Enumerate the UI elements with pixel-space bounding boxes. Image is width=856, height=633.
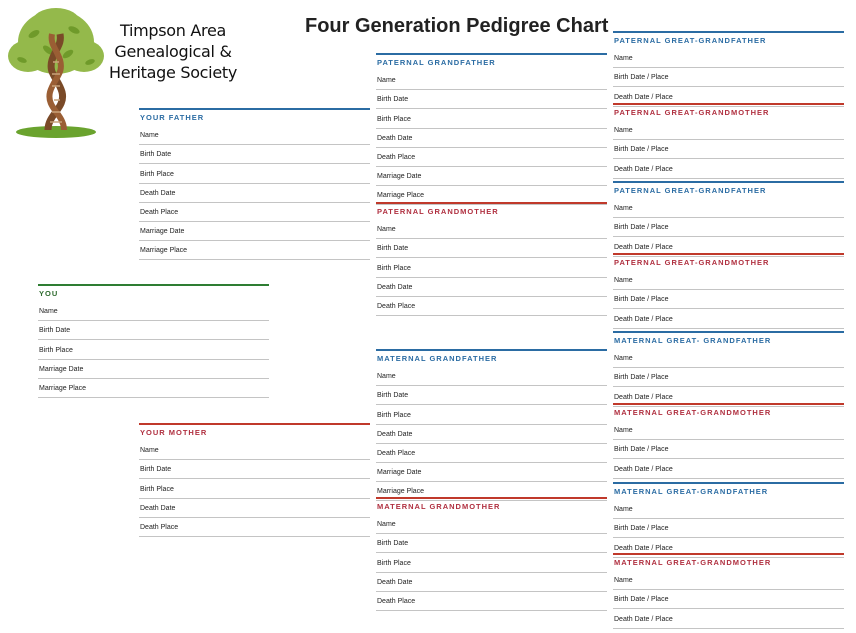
field-label: Birth Date (377, 540, 409, 548)
field-label: Death Date / Place (614, 465, 673, 473)
block-ggf-2 (613, 181, 844, 257)
field-label: Death Place (377, 597, 416, 605)
field-row-death-date[interactable] (376, 129, 607, 148)
field-label: Death Place (377, 449, 416, 457)
field-row-birth-date[interactable] (139, 460, 370, 479)
field-label: Birth Place (377, 115, 411, 123)
field-row-name[interactable] (139, 126, 370, 145)
field-label: Birth Date (377, 96, 409, 104)
block-title: MATERNAL GREAT- GRANDFATHER (613, 331, 844, 349)
field-row-birth-date[interactable] (139, 145, 370, 164)
field-label: Birth Place (140, 170, 174, 178)
block-title: PATERNAL GREAT-GRANDFATHER (613, 181, 844, 199)
field-label: Name (614, 577, 633, 585)
block-title: YOUR MOTHER (139, 423, 370, 441)
field-label: Marriage Place (140, 247, 188, 255)
field-row-death-date-place[interactable] (613, 609, 844, 628)
field-label: Birth Date / Place (614, 146, 669, 154)
field-row-marriage-date[interactable] (139, 222, 370, 241)
block-title: MATERNAL GRANDMOTHER (376, 497, 607, 515)
field-label: Name (377, 521, 396, 529)
society-name-line: Genealogical & (114, 42, 232, 61)
field-label: Death Date / Place (614, 243, 673, 251)
field-row-name[interactable] (613, 421, 844, 440)
field-row-birth-date-place[interactable] (613, 519, 844, 538)
field-label: Birth Date / Place (614, 596, 669, 604)
block-title: PATERNAL GRANDMOTHER (376, 202, 607, 220)
chart-title: Four Generation Pedigree Chart (305, 15, 609, 37)
field-row-name[interactable] (613, 271, 844, 290)
field-row-name[interactable] (613, 349, 844, 368)
field-row-birth-date-place[interactable] (613, 440, 844, 459)
field-row-birth-date[interactable] (376, 90, 607, 109)
field-label: Birth Date (377, 245, 409, 253)
field-label: Name (140, 447, 159, 455)
field-label: Name (614, 277, 633, 285)
field-row-birth-date-place[interactable] (613, 368, 844, 387)
block-paternal-grandfather (376, 53, 607, 205)
field-label: Marriage Place (377, 192, 425, 200)
field-row-death-place[interactable] (376, 444, 607, 463)
field-label: Death Date (377, 578, 413, 586)
dna-tree-logo-icon (4, 4, 108, 140)
block-title: YOUR FATHER (139, 108, 370, 126)
block-ggm-1 (613, 103, 844, 179)
field-row-birth-date[interactable] (38, 321, 269, 340)
block-ggf-1 (613, 31, 844, 107)
field-row-death-date-place[interactable] (613, 159, 844, 178)
field-label: Birth Date / Place (614, 74, 669, 82)
block-title: MATERNAL GRANDFATHER (376, 349, 607, 367)
field-label: Name (614, 55, 633, 63)
field-label: Name (614, 427, 633, 435)
field-label: Name (377, 226, 396, 234)
block-your-mother (139, 423, 370, 537)
field-label: Birth Place (140, 485, 174, 493)
field-row-death-place[interactable] (376, 297, 607, 316)
field-row-birth-date[interactable] (376, 534, 607, 553)
field-row-birth-place[interactable] (376, 553, 607, 572)
field-row-name[interactable] (613, 49, 844, 68)
field-label: Birth Date / Place (614, 374, 669, 382)
field-label: Name (614, 127, 633, 135)
block-paternal-grandmother (376, 202, 607, 316)
field-row-birth-date-place[interactable] (613, 140, 844, 159)
field-row-death-date[interactable] (139, 499, 370, 518)
block-ggf-4 (613, 482, 844, 558)
field-label: Name (614, 355, 633, 363)
field-row-birth-date-place[interactable] (613, 290, 844, 309)
field-label: Name (614, 506, 633, 514)
field-row-death-date[interactable] (376, 573, 607, 592)
block-title: MATERNAL GREAT-GRANDMOTHER (613, 403, 844, 421)
field-label: Death Date / Place (614, 165, 673, 173)
field-label: Birth Date (140, 466, 172, 474)
field-label: Death Date / Place (614, 315, 673, 323)
field-label: Marriage Date (39, 365, 84, 373)
field-label: Death Date / Place (614, 393, 673, 401)
field-label: Birth Date (377, 392, 409, 400)
block-ggm-2 (613, 253, 844, 329)
field-label: Birth Place (39, 346, 73, 354)
field-row-birth-place[interactable] (376, 109, 607, 128)
field-label: Name (377, 77, 396, 85)
field-row-marriage-date[interactable] (376, 463, 607, 482)
block-title: MATERNAL GREAT-GRANDFATHER (613, 482, 844, 500)
field-label: Birth Date (140, 151, 172, 159)
field-label: Birth Date / Place (614, 446, 669, 454)
field-label: Name (614, 205, 633, 213)
field-row-birth-date-place[interactable] (613, 590, 844, 609)
field-row-death-place[interactable] (376, 148, 607, 167)
field-label: Death Place (140, 523, 179, 531)
field-label: Death Date (140, 504, 176, 512)
field-row-name[interactable] (613, 121, 844, 140)
field-label: Death Date (377, 283, 413, 291)
block-you (38, 284, 269, 398)
block-title: PATERNAL GREAT-GRANDMOTHER (613, 103, 844, 121)
field-row-birth-date[interactable] (376, 386, 607, 405)
field-label: Birth Date / Place (614, 296, 669, 304)
field-row-marriage-place[interactable] (139, 241, 370, 260)
field-label: Marriage Date (377, 469, 422, 477)
field-label: Birth Place (377, 411, 411, 419)
field-row-death-date-place[interactable] (613, 309, 844, 328)
field-row-death-place[interactable] (139, 518, 370, 537)
field-label: Death Date (377, 134, 413, 142)
block-title: PATERNAL GREAT-GRANDMOTHER (613, 253, 844, 271)
field-row-name[interactable] (38, 302, 269, 321)
block-title: PATERNAL GREAT-GRANDFATHER (613, 31, 844, 49)
field-label: Death Date / Place (614, 544, 673, 552)
field-row-name[interactable] (376, 367, 607, 386)
field-row-name[interactable] (613, 571, 844, 590)
society-name-line: Heritage Society (108, 63, 238, 82)
field-row-death-place[interactable] (139, 203, 370, 222)
field-row-name[interactable] (376, 515, 607, 534)
field-row-marriage-date[interactable] (38, 360, 269, 379)
block-title: PATERNAL GRANDFATHER (376, 53, 607, 71)
block-title: MATERNAL GREAT-GRANDMOTHER (613, 553, 844, 571)
field-row-marriage-date[interactable] (376, 167, 607, 186)
field-row-name[interactable] (376, 220, 607, 239)
field-label: Death Place (140, 208, 179, 216)
block-ggf-3 (613, 331, 844, 407)
field-row-birth-place[interactable] (376, 405, 607, 424)
field-label: Name (140, 132, 159, 140)
field-label: Name (39, 308, 58, 316)
field-label: Death Place (377, 302, 416, 310)
field-label: Name (377, 373, 396, 381)
field-row-marriage-place[interactable] (38, 379, 269, 398)
field-row-birth-date-place[interactable] (613, 218, 844, 237)
field-row-birth-place[interactable] (38, 340, 269, 359)
field-label: Birth Date / Place (614, 224, 669, 232)
field-row-name[interactable] (139, 441, 370, 460)
field-row-birth-place[interactable] (139, 479, 370, 498)
block-your-father (139, 108, 370, 260)
block-maternal-grandmother (376, 497, 607, 611)
block-maternal-grandfather (376, 349, 607, 501)
field-row-birth-place[interactable] (376, 258, 607, 277)
field-label: Birth Place (377, 264, 411, 272)
field-label: Death Place (377, 153, 416, 161)
field-label: Death Date / Place (614, 615, 673, 623)
field-row-death-date[interactable] (139, 184, 370, 203)
field-row-death-date[interactable] (376, 278, 607, 297)
field-row-birth-date[interactable] (376, 239, 607, 258)
field-row-name[interactable] (376, 71, 607, 90)
field-row-birth-place[interactable] (139, 164, 370, 183)
field-label: Birth Place (377, 559, 411, 567)
block-ggm-3 (613, 403, 844, 479)
field-label: Marriage Place (377, 488, 425, 496)
society-name (106, 20, 240, 83)
field-row-name[interactable] (613, 500, 844, 519)
field-row-death-date[interactable] (376, 425, 607, 444)
field-label: Death Date / Place (614, 93, 673, 101)
field-row-name[interactable] (613, 199, 844, 218)
field-label: Marriage Place (39, 384, 87, 392)
field-row-death-place[interactable] (376, 592, 607, 611)
field-label: Marriage Date (377, 173, 422, 181)
field-label: Birth Date / Place (614, 525, 669, 533)
field-label: Birth Date (39, 327, 71, 335)
field-label: Death Date (377, 430, 413, 438)
field-label: Death Date (140, 189, 176, 197)
block-ggm-4 (613, 553, 844, 629)
block-title: YOU (38, 284, 269, 302)
society-name-line: Timpson Area (119, 21, 227, 40)
field-row-birth-date-place[interactable] (613, 68, 844, 87)
field-label: Marriage Date (140, 228, 185, 236)
field-row-death-date-place[interactable] (613, 459, 844, 478)
